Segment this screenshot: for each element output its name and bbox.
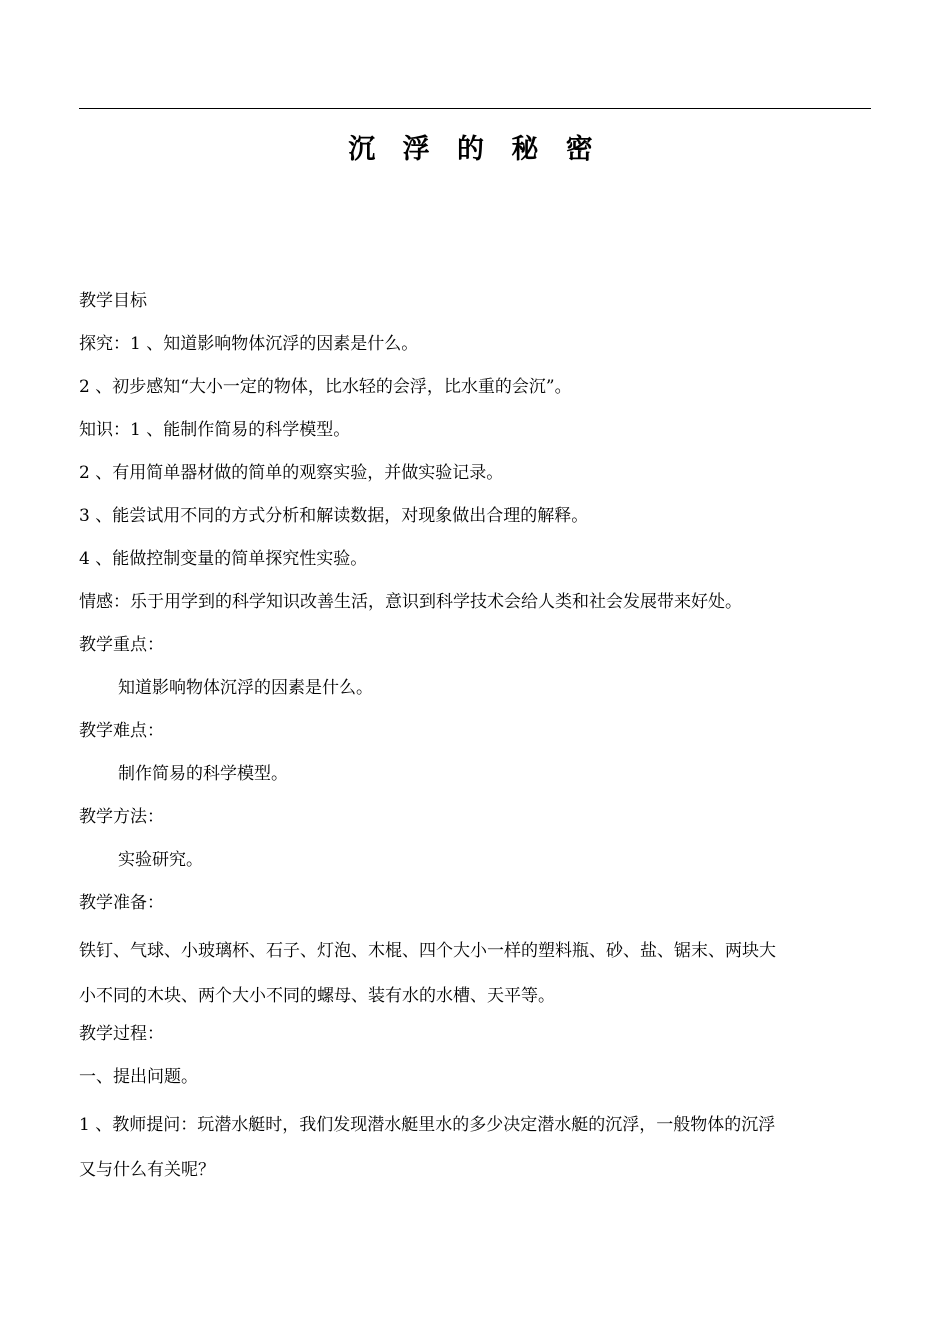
document-body bbox=[79, 284, 874, 1191]
section-1-heading: 一、提出问题。 bbox=[79, 1067, 198, 1087]
heading-objectives: 教学目标 bbox=[79, 291, 147, 311]
objective-explore-2: 2 、初步感知“大小一定的物体，比水轻的会浮，比水重的会沉”。 bbox=[79, 377, 572, 397]
key-point-text: 知道影响物体沉浮的因素是什么。 bbox=[118, 678, 373, 698]
preparation-line-2: 小不同的木块、两个大小不同的螺母、装有水的水槽、天平等。 bbox=[79, 986, 555, 1006]
objective-emotion: 情感：乐于用学到的科学知识改善生活，意识到科学技术会给人类和社会发展带来好处。 bbox=[79, 592, 742, 612]
heading-preparation: 教学准备： bbox=[79, 893, 164, 913]
objective-knowledge-2: 2 、有用简单器材做的简单的观察实验，并做实验记录。 bbox=[79, 463, 504, 483]
header-rule bbox=[79, 108, 871, 109]
preparation-line-1: 铁钉、气球、小玻璃杯、石子、灯泡、木棍、四个大小一样的塑料瓶、砂、盐、锯末、两块大 bbox=[79, 941, 776, 961]
difficulty-text: 制作简易的科学模型。 bbox=[118, 764, 288, 784]
objective-explore-1: 探究：1 、知道影响物体沉浮的因素是什么。 bbox=[79, 334, 419, 354]
heading-method: 教学方法： bbox=[79, 807, 164, 827]
method-text: 实验研究。 bbox=[118, 850, 203, 870]
heading-difficulty: 教学难点： bbox=[79, 721, 164, 741]
heading-key-point: 教学重点： bbox=[79, 635, 164, 655]
heading-process: 教学过程： bbox=[79, 1024, 164, 1044]
objective-knowledge-3: 3 、能尝试用不同的方式分析和解读数据，对现象做出合理的解释。 bbox=[79, 506, 589, 526]
preparation-paragraph bbox=[79, 929, 874, 1019]
document-title: 沉 浮 的 秘 密 bbox=[348, 134, 602, 165]
question-line-1: 1 、教师提问：玩潜水艇时，我们发现潜水艇里水的多少决定潜水艇的沉浮，一般物体的沉浮 bbox=[79, 1115, 776, 1135]
question-paragraph bbox=[79, 1103, 874, 1193]
objective-knowledge-1: 知识：1 、能制作简易的科学模型。 bbox=[79, 420, 351, 440]
objective-knowledge-4: 4 、能做控制变量的简单探究性实验。 bbox=[79, 549, 368, 569]
question-line-2: 又与什么有关呢？ bbox=[79, 1160, 215, 1180]
